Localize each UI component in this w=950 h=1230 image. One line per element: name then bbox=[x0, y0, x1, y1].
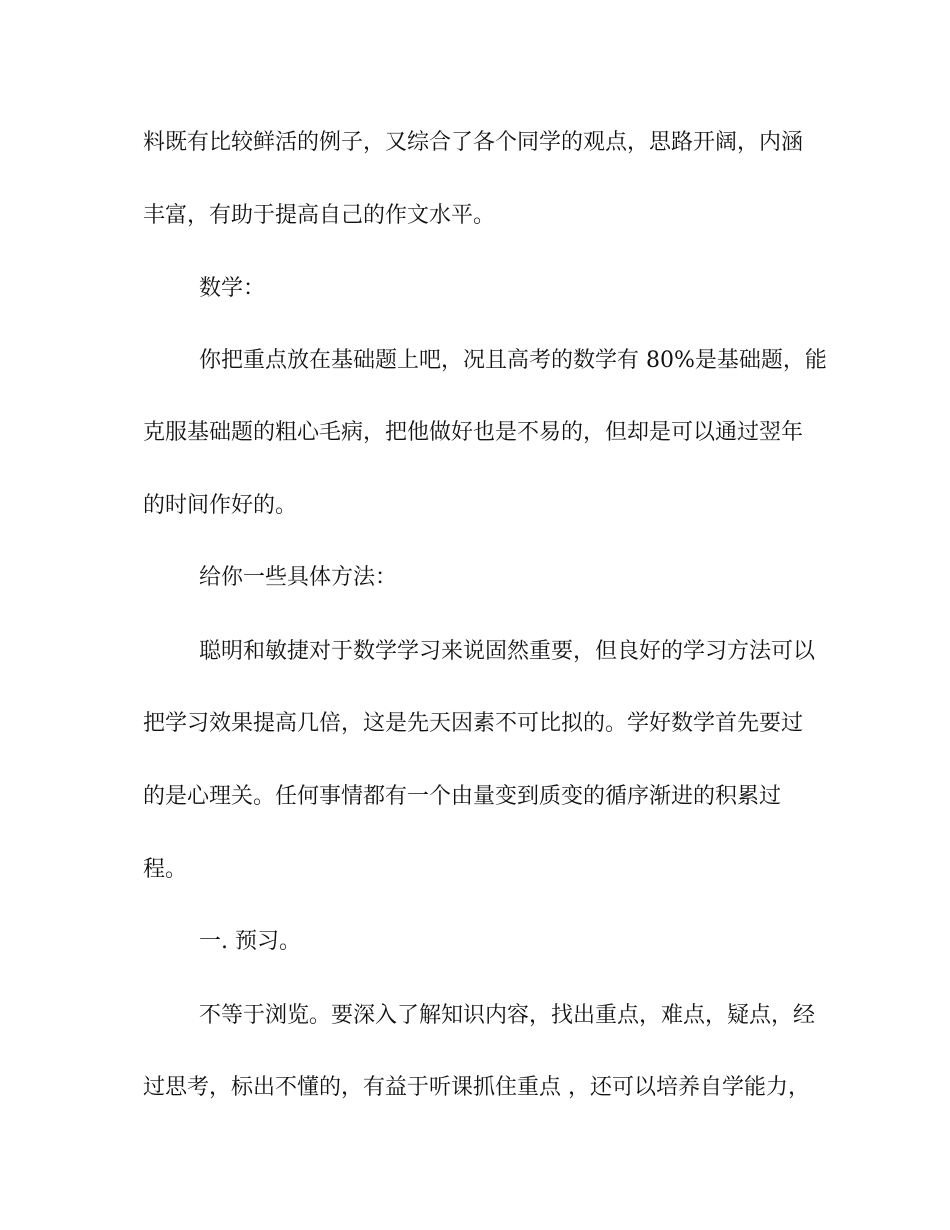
text-line: 丰富，有助于提高自己的作文水平。 bbox=[143, 203, 496, 228]
text-line: 的时间作好的。 bbox=[143, 493, 298, 518]
text-line: 把学习效果提高几倍，这是先天因素不可比拟的。学好数学首先要过 bbox=[143, 711, 804, 736]
text-line: 的是心理关。任何事情都有一个由量变到质变的循序渐进的积累过 bbox=[143, 784, 782, 809]
text-line: 你把重点放在基础题上吧，况且高考的数学有 80%是基础题，能 bbox=[199, 348, 827, 373]
text-line: 过思考，标出不懂的，有益于听课抓住重点 ，还可以培养自学能力， bbox=[143, 1075, 810, 1100]
text-line: 克服基础题的粗心毛病，把他做好也是不易的，但却是可以通过翌年 bbox=[143, 420, 804, 445]
text-line: 料既有比较鲜活的例子，又综合了各个同学的观点，思路开阔，内涵 bbox=[143, 130, 804, 155]
section-heading: 数学： bbox=[199, 276, 266, 301]
text-line: 聪明和敏捷对于数学学习来说固然重要，但良好的学习方法可以 bbox=[199, 639, 816, 664]
text-line: 给你一些具体方法： bbox=[199, 565, 398, 590]
text-line: 不等于浏览。要深入了解知识内容，找出重点，难点，疑点，经 bbox=[199, 1003, 816, 1028]
text-line: 程。 bbox=[143, 857, 188, 882]
list-heading: 一. 预习。 bbox=[199, 929, 301, 954]
